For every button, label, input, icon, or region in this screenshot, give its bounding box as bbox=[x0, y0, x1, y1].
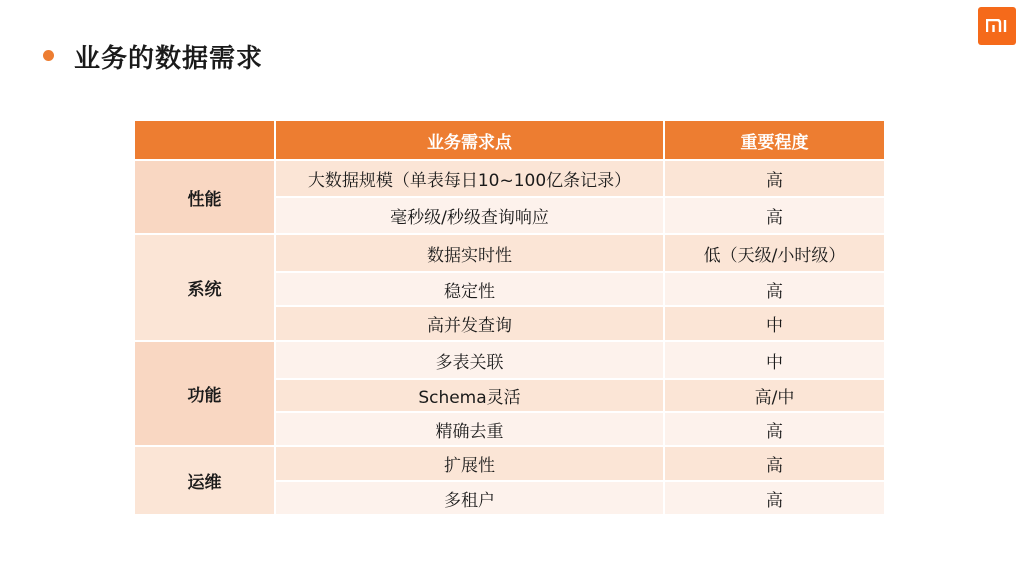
importance-cell: 高/中 bbox=[664, 379, 885, 412]
category-cell: 运维 bbox=[134, 446, 275, 515]
importance-cell: 低（天级/小时级） bbox=[664, 234, 885, 272]
table-row bbox=[134, 341, 885, 379]
table-row bbox=[134, 234, 885, 272]
mi-logo-glyph bbox=[986, 19, 1008, 33]
title-bullet-dot bbox=[43, 50, 54, 61]
importance-cell: 高 bbox=[664, 197, 885, 234]
requirement-cell: 高并发查询 bbox=[275, 306, 664, 341]
requirement-cell: 扩展性 bbox=[275, 446, 664, 481]
requirement-cell: 稳定性 bbox=[275, 272, 664, 306]
requirement-cell: 多租户 bbox=[275, 481, 664, 515]
importance-cell: 中 bbox=[664, 341, 885, 379]
requirement-cell: 多表关联 bbox=[275, 341, 664, 379]
header-requirement: 业务需求点 bbox=[275, 120, 664, 160]
page-title: 业务的数据需求 bbox=[74, 44, 264, 74]
importance-cell: 高 bbox=[664, 412, 885, 446]
category-cell: 性能 bbox=[134, 160, 275, 234]
table-header-row bbox=[134, 120, 885, 160]
importance-cell: 高 bbox=[664, 481, 885, 515]
table-row bbox=[134, 160, 885, 197]
header-category bbox=[134, 120, 275, 160]
category-cell: 系统 bbox=[134, 234, 275, 341]
importance-cell: 中 bbox=[664, 306, 885, 341]
requirement-cell: 数据实时性 bbox=[275, 234, 664, 272]
requirement-cell: 大数据规模（单表每日10~100亿条记录） bbox=[275, 160, 664, 197]
requirement-cell: 精确去重 bbox=[275, 412, 664, 446]
mi-logo-icon bbox=[978, 7, 1016, 45]
requirement-cell: Schema灵活 bbox=[275, 379, 664, 412]
requirement-cell: 毫秒级/秒级查询响应 bbox=[275, 197, 664, 234]
importance-cell: 高 bbox=[664, 160, 885, 197]
table-row bbox=[134, 446, 885, 481]
importance-cell: 高 bbox=[664, 446, 885, 481]
header-importance: 重要程度 bbox=[664, 120, 885, 160]
category-cell: 功能 bbox=[134, 341, 275, 446]
importance-cell: 高 bbox=[664, 272, 885, 306]
requirements-table bbox=[133, 119, 886, 516]
